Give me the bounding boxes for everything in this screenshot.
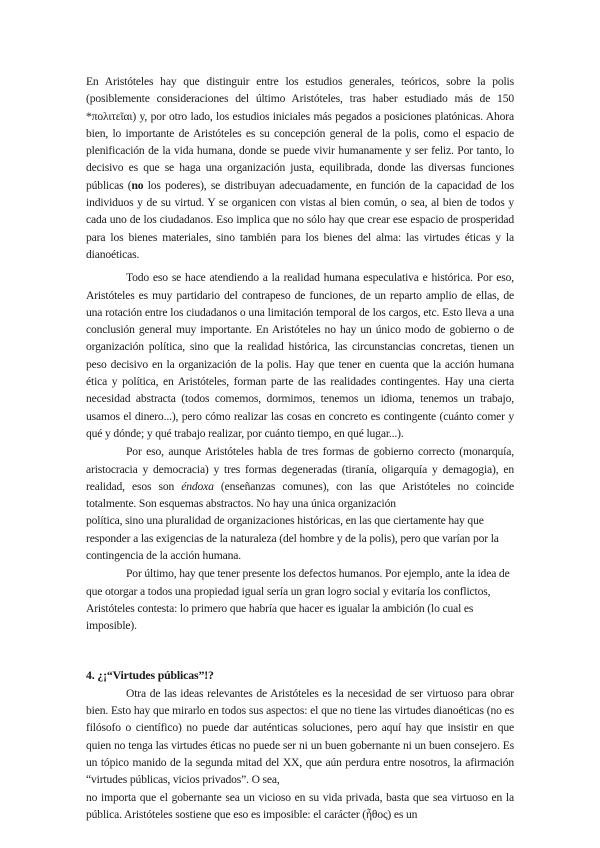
paragraph-3 [86, 443, 514, 512]
text-span: ) y, por otro lado, los estudios iniciales más pegados a posiciones platónicas. Ahora bien, lo importante de Aristóteles es su concepción general de la polis, como el espacio de plenificación de la vida humana, donde se puede vivir humanamente y ser feliz. Por tanto, lo decisivo es que se haga una organización justa, equilibrada, donde las diversas funciones públicas ( [86, 109, 514, 192]
text-span: Por último, hay que tener presente los defectos humanos. Por ejemplo, ante la idea de que otorgar a todos una propiedad igual sería un gran logro social y evitaría los conflictos, Aristóteles contesta: lo primero que habría que hacer es igualar la ambición (lo cual es imposible). [86, 567, 510, 633]
text-span: Todo eso se hace atendiendo a la realidad humana especulativa e histórica. Por eso, Aristóteles es muy partidario del contrapeso de funciones, de un reparto amplio de ellas, de una rotación entre los ciudadanos o una limitación temporal de los cargos, etc. Esto lleva a una conclusión general muy importante. En Aristóteles no hay un único modo de gobierno o de organización política, sino que la realidad histórica, las circunstancias concretas, tienen un peso decisivo en la organización de la polis. Hay que tener en cuenta que la acción humana ética y política, en Aristóteles, forman parte de las realidades contingentes. Hay una cierta necesidad abstracta (todos comemos, dormimos, tenemos un idioma, tenemos un trabajo, usamos el dinero...), pero cómo realizar las cosas en concreto es contingente (cuánto comer y qué y dónde; y qué trabajo realizar, por cuánto tiempo, en qué lugar...). [86, 271, 514, 440]
text-span: En Aristóteles hay que distinguir entre los estudios generales, teóricos, sobre la polis (posiblemente consideraciones del último Aristóteles, tras haber estudiado más de 150 [86, 75, 514, 106]
greek-word: *πολιτεῖαι [86, 109, 133, 123]
document-body [86, 72, 514, 823]
text-span: Por eso, aunque Aristóteles habla de tres formas de gobierno correcto (monarquía, aristocracia y democracia) y tres formas degeneradas (tiranía, oligarquía y demagogia), en realidad, esos son [86, 445, 514, 493]
paragraph-1 [86, 73, 514, 263]
text-span: los poderes), se distribuyan adecuadamente, en función de la capacidad de los individuos y de su virtud. Y se organicen con vistas al bien común, o sea, al bien de todos y cada uno de los ciudadanos. Eso implica que no sólo hay que crear ese espacio de prosperidad para los bienes materiales, sino también para los bienes del alma: las virtudes éticas y la dianoéticas. [86, 178, 515, 261]
text-span: (enseñanzas comunes), con las que Aristóteles no coincide totalmente. Son esquemas abstractos. No hay una única organización [86, 479, 514, 511]
paragraph-3-continued [86, 512, 514, 564]
paragraph-4 [86, 565, 514, 634]
paragraph-5-continued [86, 789, 514, 824]
italic-word: éndoxa [181, 479, 214, 493]
bold-word: no [131, 178, 144, 192]
paragraph-5 [86, 685, 514, 789]
text-span: Otra de las ideas relevantes de Aristóteles es la necesidad de ser virtuoso para obrar bien. Esto hay que mirarlo en todos sus aspectos: el que no tiene las virtudes dianoéticas (no es filósofo o científico) no puede dar auténticas soluciones, pero aquí hay que insistir en que quien no tenga las virtudes éticas no puede ser ni un buen gobernante ni un buen consejero. Es un tópico manido de la segunda mitad del XX, que aún perdura entre nosotros, la afirmación “virtudes públicas, vicios privados”. O sea, [86, 686, 514, 787]
text-span: no importa que el gobernante sea un vicioso en su vida privada, basta que sea virtuoso en la pública. Aristóteles sostiene que eso es imposible: el carácter (ἦθος) es un [86, 790, 514, 821]
section-heading: 4. ¿¡“Virtudes públicas”!? [86, 667, 214, 682]
paragraph-2 [86, 269, 514, 442]
text-span: política, sino una pluralidad de organizaciones históricas, en las que ciertamente hay que responder a las exigencias de la naturaleza (del hombre y de la polis), pero que varían por la contingencia de la acción humana. [86, 514, 499, 563]
